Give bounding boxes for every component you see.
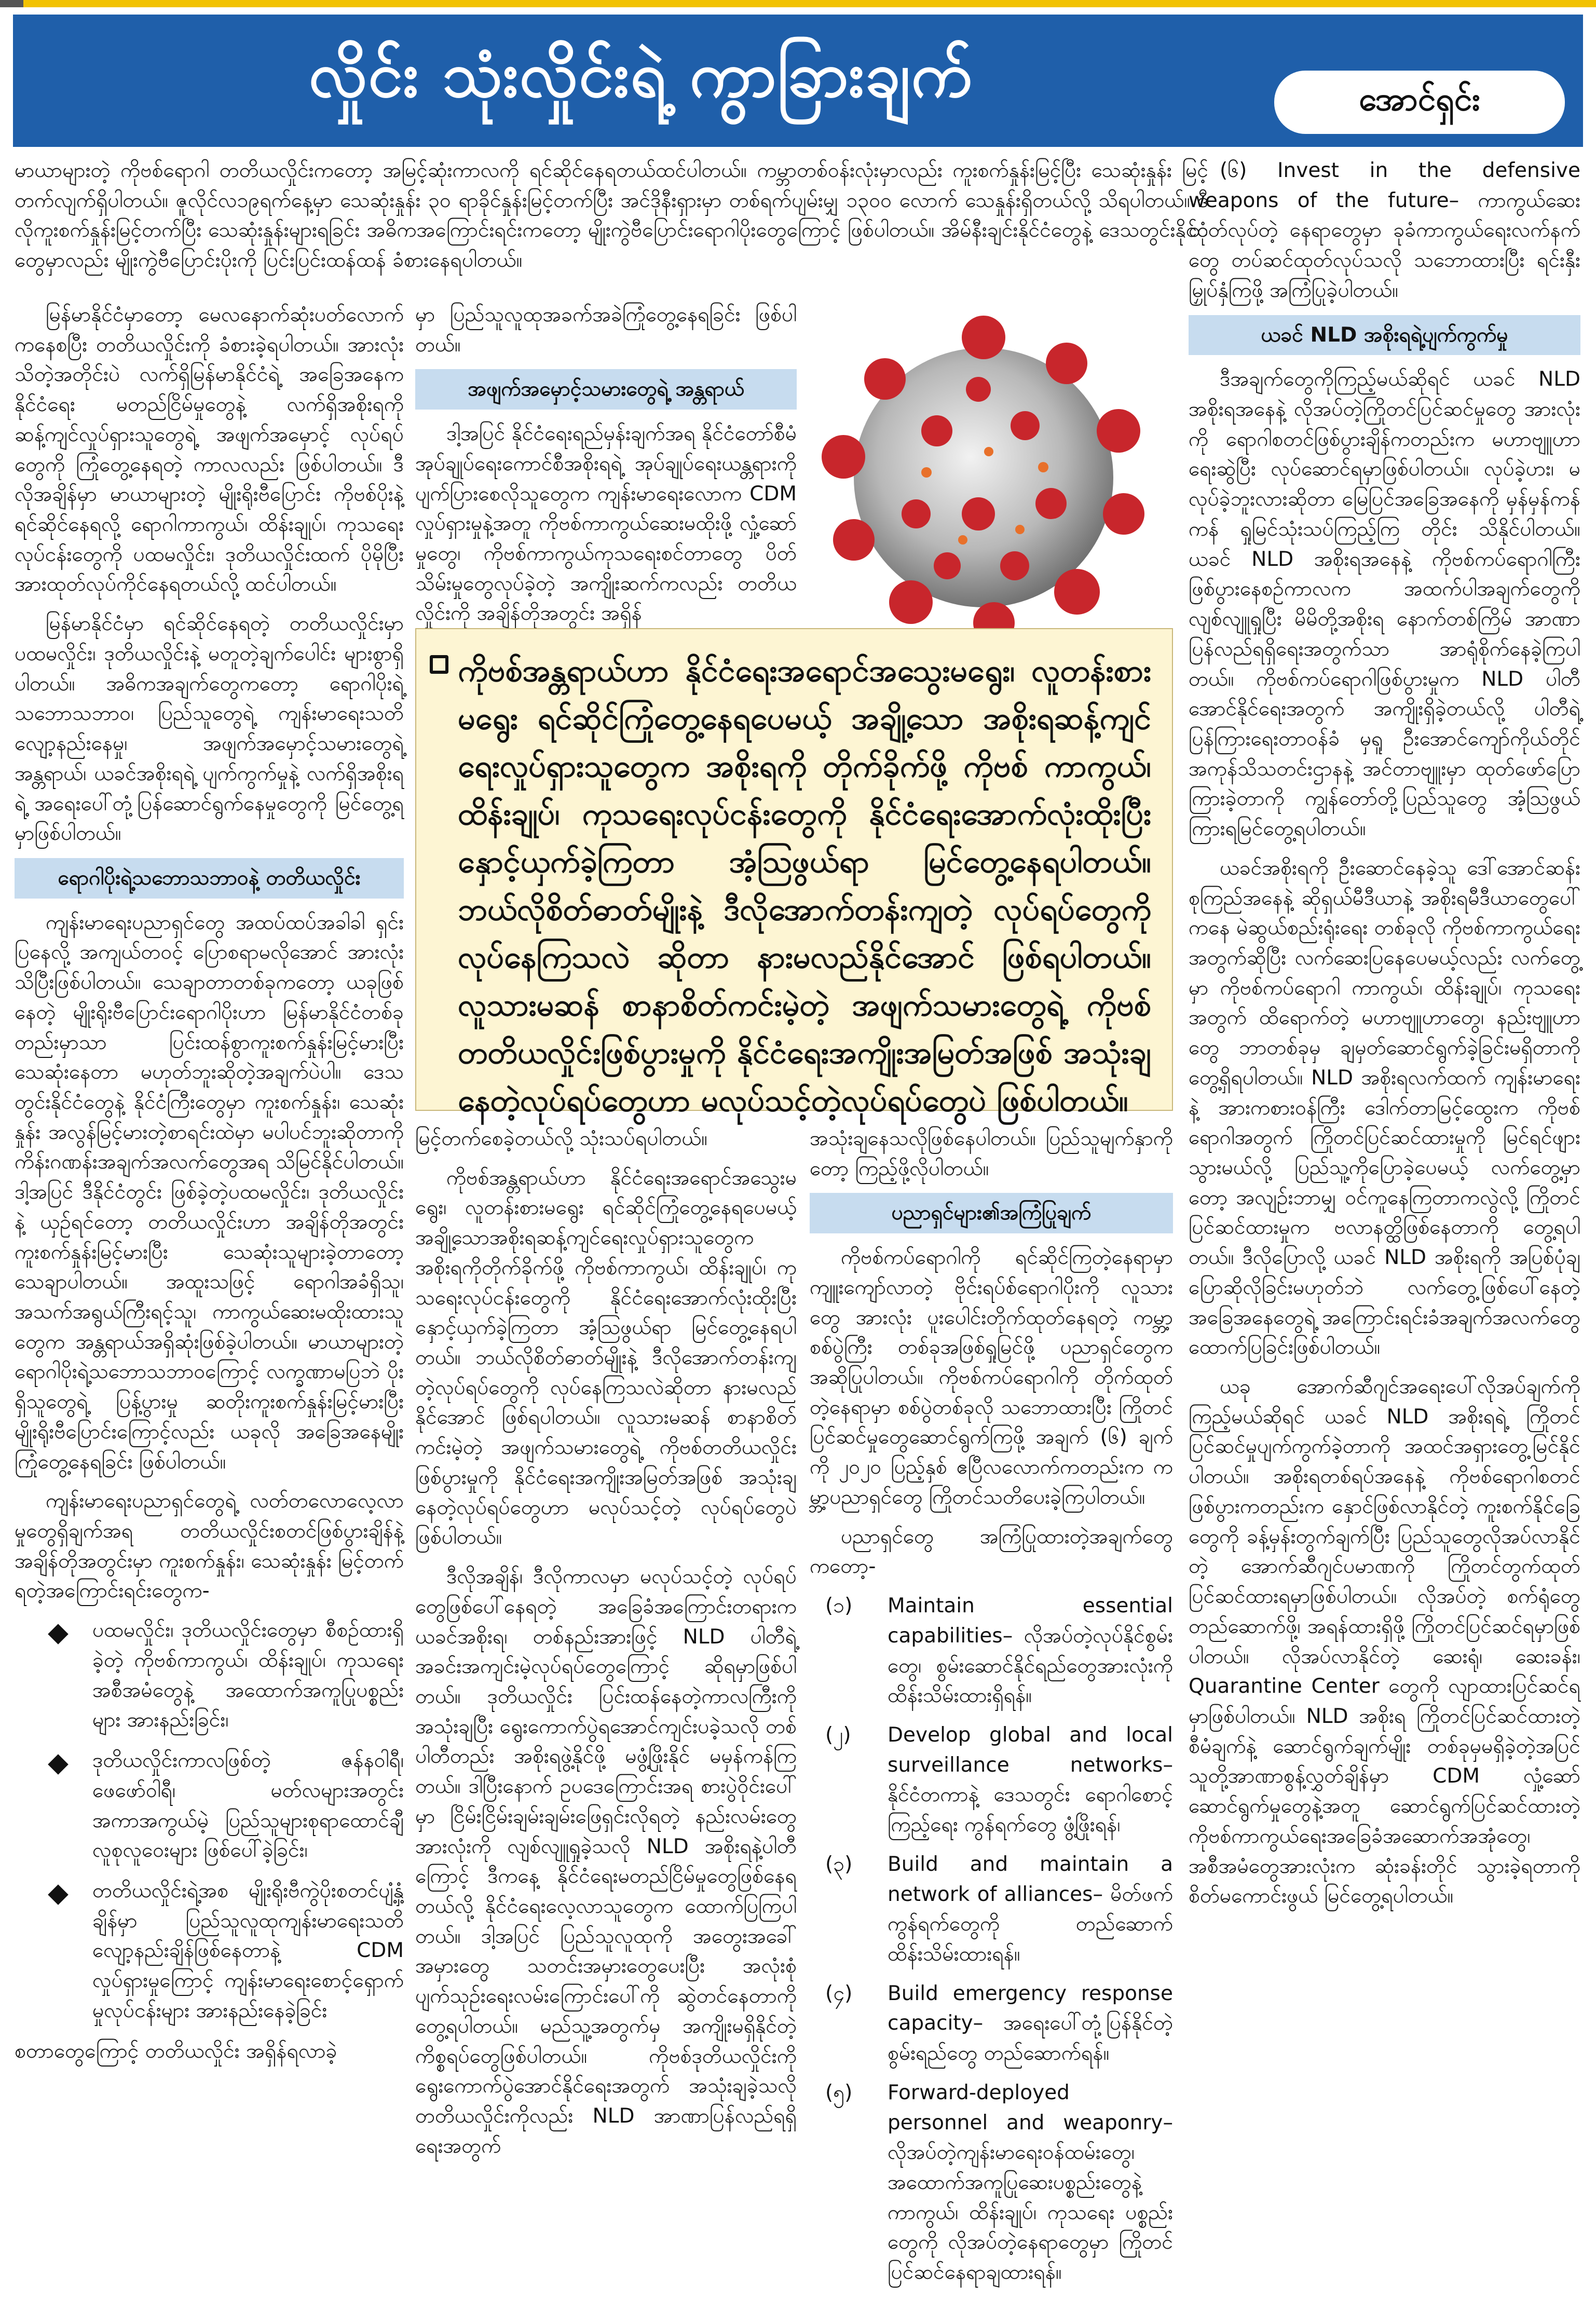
paragraph: ကိုဗစ်ကပ်ရောဂါကို ရင်ဆိုင်ကြတဲ့နေရာမှာ ကျူးကျော်လာတဲ့ ဗိုင်းရပ်စ်ရောဂါပိုးကို လူသားတွေ အားလုံး ပူးပေါင်းတိုက်ထုတ်နေရတဲ့ ကမ္ဘာ့စစ်ပွဲကြီး တစ်ခုအဖြစ်ရှုမြင်ဖို့ ပညာရှင်တွေက အဆိုပြုပါတယ်။ ကိုဗစ်ကပ်ရောဂါကို တိုက်ထုတ်တဲ့နေရာမှာ စစ်ပွဲတစ်ခုလို သဘောထားပြီး ကြိုတင်ပြင်ဆင်မှုတွေဆောင်ရွက်ကြဖို့ အချက် (၆) ချက်ကို ၂၀၂၀ ပြည့်နှစ် ဧပြီလလောက်ကတည်းက ကမ္ဘာ့ပညာရှင်တွေ ကြိုတင်သတိပေးခဲ့ကြပါတယ်။: [810, 1246, 1173, 1509]
paragraph: ဒါ့အပြင် နိုင်ငံရေးရည်မှန်းချက်အရ နိုင်ငံတော်စီမံအုပ်ချုပ်ရေးကောင်စီအစိုးရရဲ့ အုပ်ချုပ်ရေးယန္တရားကို ပျက်ပြားစေလိုသူတွေက ကျန်းမာရေးလောက CDM လှုပ်ရှားမှုနဲ့အတူ ကိုဗစ်ကာကွယ်ဆေးမထိုးဖို့ လှုံ့ဆော်မှုတွေ၊ ကိုဗစ်ကာကွယ်ကုသရေးစင်တာတွေ ပိတ်သိမ်းမှုတွေလုပ်ခဲ့တဲ့ အကျိုးဆက်ကလည်း တတိယလှိုင်းကို အချိန်တိုအတွင်း အရှိန်: [415, 422, 797, 626]
article-title: လှိုင်း သုံးလှိုင်းရဲ့ ကွာခြားချက်: [308, 39, 974, 111]
coronavirus-illustration: [807, 296, 1160, 659]
diamond-bullet-icon: [48, 1884, 69, 1905]
bullet-item: ပထမလှိုင်း၊ ဒုတိယလှိုင်းတွေမှာ စီစဉ်ထားရှိခဲ့တဲ့ ကိုဗစ်ကာကွယ်၊ ထိန်းချုပ်၊ ကုသရေးအစီအမံတွေနဲ့ အထောက်အကူပြုပစ္စည်းများ အားနည်းခြင်း၊: [15, 1615, 404, 1735]
paragraph: ဒီအချက်တွေကိုကြည့်မယ်ဆိုရင် ယခင် NLD အစိုးရအနေနဲ့ လိုအပ်တဲ့ကြိုတင်ပြင်ဆင်မှုတွေ အားလုံးကို ရောဂါစတင်ဖြစ်ပွားချိန်ကတည်းက မဟာဗျူဟာရေးဆွဲပြီး လုပ်ဆောင်ရမှာဖြစ်ပါတယ်။ လုပ်ခဲ့ပား၊ မလုပ်ခဲ့ဘူးလားဆိုတာ မြေပြင်အခြေအနေကို မှန်မှန်ကန်ကန် ရှုမြင်သုံးသပ်ကြည့်ကြ တိုင်း သိနိုင်ပါတယ်။ ယခင် NLD အစိုးရအနေနဲ့ ကိုဗစ်ကပ်ရောဂါကြီး ဖြစ်ပွားနေစဉ်ကာလက အထက်ပါအချက်တွေကို လျစ်လျူရှုပြီး မိမိတို့အစိုးရ နောက်တစ်ကြိမ် အာဏာပြန်လည်ရရှိရေးအတွက်သာ အာရုံစိုက်နေခဲ့ကြပါတယ်။ ကိုဗစ်ကပ်ရောဂါဖြစ်ပွားမှုက NLD ပါတီအောင်နိုင်ရေးအတွက် အကျိုးရှိခဲ့တယ်လို့ ပါတီရဲ့ပြန်ကြားရေးတာဝန်ခံ မှရူ ဦးအောင်ကျော်ကိုယ်တိုင် အကုန်သိသတင်းဌာနနဲ့ အင်တာဗျူးမှာ ထုတ်ဖော်ပြောကြားခဲ့တာကို ကျွန်တော်တို့ပြည်သူတွေ အံ့သြဖွယ်ကြားရမြင်တွေ့ရပါတယ်။: [1189, 368, 1580, 841]
numbered-item: (၅) Forward-deployed personnel and weaponry– လိုအပ်တဲ့ကျန်းမာရေးဝန်ထမ်းတွေ၊ အထောက်အကူပြုဆေးပစ္စည်းတွေနဲ့ ကာကွယ်၊ ထိန်းချုပ်၊ ကုသရေး ပစ္စည်းတွေကို လိုအပ်တဲ့နေရာတွေမှာ ကြိုတင်ပြင်ဆင်နေရာချထားရန်။: [825, 2081, 1173, 2285]
numbered-item: (၃) Build and maintain a network of alliances– မိတ်ဖက်ကွန်ရက်တွေကို တည်ဆောက်ထိန်းသိမ်းထားရန်။: [825, 1852, 1173, 1966]
paragraph: ယခင်အစိုးရကို ဦးဆောင်နေခဲ့သူ ဒေါ်အောင်ဆန်းစုကြည်အနေနဲ့ ဆိုရှယ်မီဒီယာနဲ့ အစိုးရမီဒီယာတွေပေါ်ကနေ မဲဆွယ်စည်းရုံးရေး တစ်ခုလို ကိုဗစ်ကာကွယ်ရေးအတွက်ဆိုပြီး လက်ဆေးပြနေပေမယ့်လည်း လက်တွေ့မှာ ကိုဗစ်ကပ်ရောဂါ ကာကွယ်၊ ထိန်းချုပ်၊ ကုသရေးအတွက် ထိရောက်တဲ့ မဟာဗျူဟာတွေ၊ နည်းဗျူဟာတွေ ဘာတစ်ခုမှ ချမှတ်ဆောင်ရွက်ခဲ့ခြင်းမရှိတာကို တွေ့ရှိရပါတယ်။ NLD အစိုးရလက်ထက် ကျန်းမာရေးနဲ့ အားကစားဝန်ကြီး ဒေါက်တာမြင့်ထွေးက ကိုဗစ်ရောဂါအတွက် ကြိုတင်ပြင်ဆင်ထားမှုကို မြင်ရင်ဖျားသွားမယ်လို့ ပြည်သူ့ကိုပြောခဲ့ပေမယ့် လက်တွေ့မှာတော့ အလျဉ်းဘာမျှ ဝင်ကူနေကြတာကလွဲလို့ ကြိုတင်ပြင်ဆင်ထားမှုက ဗလာနတ္ထိဖြစ်နေတာကို တွေ့ရပါတယ်။ ဒီလိုပြောလို့ ယခင် NLD အစိုးရကို အပြစ်ပုံချ ပြောဆိုလိုခြင်းမဟုတ်ဘဲ လက်တွေ့ဖြစ်ပေါ်နေတဲ့အခြေအနေတွေရဲ့ အကြောင်းရင်းခံအချက်အလက်တွေ ထောက်ပြခြင်းဖြစ်ပါတယ်။: [1189, 856, 1580, 1360]
numbered-item-6: (၆) Invest in the defensive weapons of the future– ကာကွယ်ဆေးထုတ်လုပ်တဲ့ နေရာတွေမှာ ခုခံကာကွယ်ရေးလက်နက်တွေ တပ်ဆင်ထုတ်လုပ်သလို သဘောထားပြီး ရင်းနှီးမြှုပ်နှံကြဖို့ အကြံပြုခဲ့ပါတယ်။: [1189, 159, 1580, 302]
pull-quote: ကိုဗစ်အန္တရာယ်ဟာ နိုင်ငံရေးအရောင်အသွေးမရွေး၊ လူတန်းစားမရွေး ရင်ဆိုင်ကြုံတွေ့နေရပေမယ့် အချို့သော အစိုးရဆန့်ကျင်ရေးလှုပ်ရှားသူတွေက အစိုးရကို တိုက်ခိုက်ဖို့ ကိုဗစ် ကာကွယ်၊ ထိန်းချုပ်၊ ကုသရေးလုပ်ငန်းတွေကို နိုင်ငံရေးအောက်လုံးထိုးပြီး နှောင့်ယှက်ခဲ့ကြတာ အံ့သြဖွယ်ရာ မြင်တွေ့နေရပါတယ်။ ဘယ်လိုစိတ်ဓာတ်မျိုးနဲ့ ဒီလိုအောက်တန်းကျတဲ့ လုပ်ရပ်တွေကို လုပ်နေကြသလဲ ဆိုတာ နားမလည်နိုင်အောင် ဖြစ်ရပါတယ်။ လူသားမဆန် စာနာစိတ်ကင်းမဲ့တဲ့ အဖျက်သမားတွေရဲ့ ကိုဗစ်တတိယလှိုင်းဖြစ်ပွားမှုကို နိုင်ငံရေးအကျိုးအမြတ်အဖြစ် အသုံးချနေတဲ့လုပ်ရပ်တွေဟာ မလုပ်သင့်တဲ့လုပ်ရပ်တွေပဲ ဖြစ်ပါတယ်။: [415, 628, 1173, 1111]
top-strip-marker: [0, 0, 23, 7]
column-3: [810, 1124, 1173, 2297]
paragraph: ကျန်းမာရေးပညာရှင်တွေရဲ့ လတ်တလောလေ့လာမှုတွေရှိချက်အရ တတိယလှိုင်းစတင်ဖြစ်ပွားချိန်နဲ့အချိန်တိုအတွင်းမှာ ကူးစက်နှုန်း၊ သေဆုံးနှုန်း မြင့်တက်ရတဲ့အကြောင်းရင်းတွေက-: [15, 1489, 404, 1603]
paragraph: မြန်မာနိုင်ငံမှာတော့ မေလနောက်ဆုံးပတ်လောက်ကနေစပြီး တတိယလှိုင်းကို ခံစားခဲ့ရပါတယ်။ အားလုံးသိတဲ့အတိုင်းပဲ လက်ရှိမြန်မာနိုင်ငံရဲ့ အခြေအနေက နိုင်ငံရေး မတည်ငြိမ်မှုတွေနဲ့ လက်ရှိအစိုးရကို ဆန့်ကျင်လှုပ်ရှားသူတွေရဲ့ အဖျက်အမှောင့် လုပ်ရပ်တွေကို ကြုံတွေ့နေရတဲ့ ကာလလည်း ဖြစ်ပါတယ်။ ဒီလိုအချိန်မှာ မာယာများတဲ့ မျိုးရိုးဗီပြောင်း ကိုဗစ်ပိုးနဲ့ ရင်ဆိုင်နေရလို့ ရောဂါကာကွယ်၊ ထိန်းချုပ်၊ ကုသရေးလုပ်ငန်းတွေကို ပထမလှိုင်း၊ ဒုတိယလှိုင်းထက် ပိုမိုပြီး အားထုတ်လုပ်ကိုင်နေရတယ်လို့ ထင်ပါတယ်။: [15, 303, 404, 596]
numbered-item: (၁) Maintain essential capabilities– လိုအပ်တဲ့လုပ်နိုင်စွမ်းတွေ၊ စွမ်းဆောင်နိုင်ရည်တွေအားလုံးကို ထိန်းသိမ်းထားရှိရန်။: [825, 1594, 1173, 1708]
paragraph: စတာတွေကြောင့် တတိယလှိုင်း အရှိန်ရလာခဲ့: [15, 2039, 337, 2063]
paragraph: မြန်မာနိုင်ငံမှာ ရင်ဆိုင်နေရတဲ့ တတိယလှိုင်းမှာ ပထမလှိုင်း၊ ဒုတိယလှိုင်းနဲ့ မတူတဲ့ချက်ပေါင်း များစွာရှိပါတယ်။ အဓိကအချက်တွေကတော့ ရောဂါပိုးရဲ့ သဘောသဘာဝ၊ ပြည်သူတွေရဲ့ ကျန်းမာရေးသတိလျော့နည်းနေမှု၊ အဖျက်အမှောင့်သမားတွေရဲ့ အန္တရာယ်၊ ယခင်အစိုးရရဲ့ ပျက်ကွက်မှုနဲ့ လက်ရှိအစိုးရရဲ့ အရေးပေါ်တုံ့ပြန်ဆောင်ရွက်နေမှုတွေကို မြင်တွေ့ရမှာဖြစ်ပါတယ်။: [15, 612, 404, 846]
column-2-lower: [415, 1124, 797, 2170]
author-badge: အောင်ရှင်း: [1274, 71, 1565, 134]
numbered-item: (၂) Develop global and local surveillance networks– နိုင်ငံတကာနဲ့ ဒေသတွင်း ရောဂါစောင့်ကြည့်ရေး ကွန်ရက်တွေ ဖွံ့ဖြိုးရန်၊: [825, 1723, 1173, 1837]
paragraph: မှာ ပြည်သူလူထုအခက်အခဲကြုံတွေ့နေရခြင်း ဖြစ်ပါတယ်။: [415, 303, 797, 357]
diamond-bullet-icon: [48, 1624, 69, 1644]
column-4: [1189, 156, 1580, 1921]
subheading: ယခင် NLD အစိုးရရဲ့ပျက်ကွက်မှု: [1189, 315, 1580, 356]
title-banner: [13, 15, 1583, 147]
column-1: [15, 300, 404, 2075]
paragraph: အသုံးချနေသလိုဖြစ်နေပါတယ်။ ပြည်သူမျက်နှာကိုတော့ ကြည့်ဖို့လိုပါတယ်။: [810, 1127, 1173, 1180]
paragraph: မြင့်တက်စေခဲ့တယ်လို့ သုံးသပ်ရပါတယ်။: [415, 1127, 708, 1150]
numbered-item: (၄) Build emergency response capacity– အရေးပေါ်တုံ့ပြန်နိုင်တဲ့ စွမ်းရည်တွေ တည်ဆောက်ရန်။: [825, 1981, 1173, 2065]
bullet-item: ဒုတိယလှိုင်းကာလဖြစ်တဲ့ ဇန်နဝါရီ၊ ဖေဖော်ဝါရီ၊ မတ်လများအတွင်း အကာအကွယ်မဲ့ ပြည်သူများစုရာထောင်ချီ လူစုလူဝေးများ ဖြစ်ပေါ်ခဲ့ခြင်း၊: [15, 1746, 404, 1866]
intro-section: [15, 156, 1208, 285]
coronavirus-icon: [807, 296, 1160, 659]
paragraph: ကျန်းမာရေးပညာရှင်တွေ အထပ်ထပ်အခါခါ ရှင်းပြနေလို့ အကျယ်တဝင့် ပြောစရာမလိုအောင် အားလုံးသိပြီးဖြစ်ပါတယ်။ သေချာတာတစ်ခုကတော့ ယခုဖြစ်နေတဲ့ မျိုးရိုးဗီပြောင်းရောဂါပိုးဟာ မြန်မာနိုင်ငံတစ်ခုတည်းမှာသာ ပြင်းထန်စွာကူးစက်နှုန်းမြင့်မားပြီး သေဆုံးနေတာ မဟုတ်ဘူးဆိုတဲ့အချက်ပဲပါ။ ဒေသတွင်းနိုင်ငံတွေနဲ့ နိုင်ငံကြီးတွေမှာ ကူးစက်နှုန်း၊ သေဆုံးနှုန်း အလွန်မြင့်မားတဲ့စာရင်းထဲမှာ မပါပင်ဘူးဆိုတာကို ကိန်းဂဏန်းအချက်အလက်တွေအရ သိမြင်နိုင်ပါတယ်။ ဒါ့အပြင် ဒီနိုင်ငံတွင်း ဖြစ်ခဲ့တဲ့ပထမလှိုင်း၊ ဒုတိယလှိုင်းနဲ့ ယှဉ်ရင်တော့ တတိယလှိုင်းဟာ အချိန်တိုအတွင်း ကူးစက်နှုန်းမြင့်မားပြီး သေဆုံးသူများခဲ့တာတော့ သေချာပါတယ်။ အထူးသဖြင့် ရောဂါအခံရှိသူ၊ အသက်အရွယ်ကြီးရင့်သူ၊ ကာကွယ်ဆေးမထိုးထားသူတွေက အန္တရာယ်အရှိဆုံးဖြစ်ခဲ့ပါတယ်။ မာယာများတဲ့ ရောဂါပိုးရဲ့သဘောသဘာဝကြောင့် လက္ခဏာမပြဘဲ ပိုးရှိသူတွေရဲ့ ပြန့်ပွားမှု ဆတိုးကူးစက်နှုန်းမြင့်မားပြီး မျိုးရိုးဗီပြောင်းကြောင့်လည်း ယခုလို အခြေအနေမျိုး ကြုံတွေ့နေရခြင်း ဖြစ်ပါတယ်။: [15, 910, 404, 1474]
top-color-strip: [0, 0, 1596, 7]
paragraph: ဒီလိုအချိန်၊ ဒီလိုကာလမှာ မလုပ်သင့်တဲ့ လုပ်ရပ်တွေဖြစ်ပေါ်နေရတဲ့ အခြေခံအကြောင်းတရားက ယခင်အစိုးရ၊ တစ်နည်းအားဖြင့် NLD ပါတီရဲ့ အခင်းအကျင်းမဲ့လုပ်ရပ်တွေကြောင့် ဆိုရမှာဖြစ်ပါတယ်။ ဒုတိယလှိုင်း ပြင်းထန်နေတဲ့ကာလကြီးကို အသုံးချပြီး ရွေးကောက်ပွဲရအောင်ကျင်းပခဲ့သလို တစ်ပါတီတည်း အစိုးရဖွဲ့နိုင်ဖို့ မဖွံ့ဖြိုးနိုင် မမှန်ကန်ကြတယ်။ ဒါပြီးနောက် ဥပဒေကြောင်းအရ စားပွဲဝိုင်းပေါ်မှာ ငြိမ်းငြိမ်းချမ်းချမ်းဖြေရှင်းလိုရတဲ့ နည်းလမ်းတွေအားလုံးကို လျစ်လျူရှုခဲ့သလို NLD အစိုးရနဲ့ပါတီကြောင့် ဒီကနေ့ နိုင်ငံရေးမတည်ငြိမ်မှုတွေဖြစ်နေရတယ်လို့ နိုင်ငံရေးလေ့လာသူတွေက ထောက်ပြကြပါတယ်။ ဒါ့အပြင် ပြည်သူလူထုကို အတွေးအခေါ်အမှားတွေ သတင်းအမှားတွေပေးပြီး အလုံးစုံပျက်သုဉ်းရေးလမ်းကြောင်းပေါ်ကို ဆွဲတင်နေတာကို တွေ့ရပါတယ်။ မည်သူ့အတွက်မှ အကျိုးမရှိနိုင်တဲ့ ကိစ္စရပ်တွေဖြစ်ပါတယ်။ ကိုဗစ်ဒုတိယလှိုင်းကို ရွေးကောက်ပွဲအောင်နိုင်ရေးအတွက် အသုံးချခဲ့သလို တတိယလှိုင်းကိုလည်း NLD အာဏာပြန်လည်ရရှိရေးအတွက်: [415, 1565, 797, 2158]
subheading: အဖျက်အမှောင့်သမားတွေရဲ့ အန္တရာယ်: [415, 369, 797, 410]
column-2-upper: [415, 300, 797, 638]
paragraph: ပညာရှင်တွေ အကြံပြုထားတဲ့အချက်တွေကတော့-: [810, 1525, 1173, 1579]
diamond-bullet-icon: [48, 1754, 69, 1775]
bullet-item: တတိယလှိုင်းရဲ့အစ မျိုးရိုးဗီကွဲပိုးစတင်ပျံ့နှံ့ချိန်မှာ ပြည်သူလူထုကျန်းမာရေးသတိ လျော့နည်းချိန်ဖြစ်နေတာနဲ့ CDM လှုပ်ရှားမှုကြောင့် ကျန်းမာရေးစောင့်ရှောက်မှုလုပ်ငန်းများ အားနည်းနေခဲ့ခြင်း: [15, 1876, 404, 2026]
checkbox-square-icon: [430, 655, 448, 674]
intro-paragraph: မာယာများတဲ့ ကိုဗစ်ရောဂါ တတိယလှိုင်းကတော့ အမြင့်ဆုံးကာလကို ရင်ဆိုင်နေရတယ်ထင်ပါတယ်။ ကမ္ဘာတစ်ဝန်းလုံးမှာလည်း ကူးစက်နှုန်းမြင့်ပြီး သေဆုံးနှုန်း မြင့်တက်လျက်ရှိပါတယ်။ ဇူလိုင်လ၁၉ရက်နေ့မှာ သေဆုံးနှုန်း ၃၀ ရာခိုင်နှုန်းမြင့်တက်ပြီး အင်ဒိုနီးရှားမှာ တစ်ရက်ပျမ်းမျှ ၁၃၀၀ လောက် သေနှုန်းရှိတယ်လို့ သိရပါတယ်။ ဒီလိုကူးစက်နှုန်းမြင့်တက်ပြီး သေဆုံးနှုန်းများရခြင်း အဓိကအကြောင်းရင်းကတော့ မျိုးကွဲဗီပြောင်းရောဂါပိုးတွေကြောင့် ဖြစ်ပါတယ်။ အိမ်နီးချင်းနိုင်ငံတွေနဲ့ ဒေသတွင်းနိုင်ငံတွေမှာလည်း မျိုးကွဲဗီပြောင်းပိုးကို ပြင်းပြင်းထန်ထန် ခံစားနေရပါတယ်။: [15, 159, 1208, 273]
paragraph: ယခု အောက်ဆီဂျင်အရေးပေါ်လိုအပ်ချက်ကိုကြည့်မယ်ဆိုရင် ယခင် NLD အစိုးရရဲ့ ကြိုတင်ပြင်ဆင်မှုပျက်ကွက်ခဲ့တာကို အထင်အရှားတွေ့မြင်နိုင်ပါတယ်။ အစိုးရတစ်ရပ်အနေနဲ့ ကိုဗစ်ရောဂါစတင်ဖြစ်ပွားကတည်းက နှောင်ဖြစ်လာနိုင်တဲ့ ကူးစက်နိုင်ခြေတွေကို ခန့်မှန်းတွက်ချက်ပြီး ပြည်သူတွေလိုအပ်လာနိုင်တဲ့ အောက်ဆီဂျင်ပမာဏကို ကြိုတင်တွက်ထုတ်ပြင်ဆင်ထားရမှာဖြစ်ပါတယ်။ လိုအပ်တဲ့ စက်ရုံတွေတည်ဆောက်ဖို့၊ အရန်ထားရှိဖို့ ကြိုတင်ပြင်ဆင်ရမှာဖြစ်ပါတယ်။ လိုအပ်လာနိုင်တဲ့ ဆေးရုံ၊ ဆေးခန်း၊ Quarantine Center တွေကို လျာထားပြင်ဆင်ရမှာဖြစ်ပါတယ်။ NLD အစိုးရ ကြိုတင်ပြင်ဆင်ထားတဲ့ စီမံချက်နဲ့ ဆောင်ရွက်ချက်မျိုး တစ်ခုမှမရှိခဲ့တဲ့အပြင် သူတို့အာဏာစွန့်လွှတ်ချိန်မှာ CDM လှုံ့ဆော်ဆောင်ရွက်မှုတွေနဲ့အတူ ဆောင်ရွက်ပြင်ဆင်ထားတဲ့ ကိုဗစ်ကာကွယ်ရေးအခြေခံအဆောက်အအုံတွေ၊ အစီအမံတွေအားလုံးက ဆုံးခန်းတိုင် သွားခဲ့ရတာကို စိတ်မကောင်းဖွယ် မြင်တွေ့ရပါတယ်။: [1189, 1375, 1580, 1908]
paragraph: ကိုဗစ်အန္တရာယ်ဟာ နိုင်ငံရေးအရောင်အသွေးမရွေး၊ လူတန်းစားမရွေး ရင်ဆိုင်ကြုံတွေ့နေရပေမယ့် အချို့သောအစိုးရဆန့်ကျင်ရေးလှုပ်ရှားသူတွေက အစိုးရကိုတိုက်ခိုက်ဖို့ ကိုဗစ်ကာကွယ်၊ ထိန်းချုပ်၊ ကုသရေးလုပ်ငန်းတွေကို နိုင်ငံရေးအောက်လုံးထိုးပြီး နှောင့်ယှက်ခဲ့ကြတာ အံ့သြဖွယ်ရာ မြင်တွေ့နေရပါတယ်။ ဘယ်လိုစိတ်ဓာတ်မျိုးနဲ့ ဒီလိုအောက်တန်းကျတဲ့လုပ်ရပ်တွေကို လုပ်နေကြသလဲဆိုတာ နားမလည်နိုင်အောင် ဖြစ်ရပါတယ်။ လူသားမဆန် စာနာစိတ်ကင်းမဲ့တဲ့ အဖျက်သမားတွေရဲ့ ကိုဗစ်တတိယလှိုင်းဖြစ်ပွားမှုကို နိုင်ငံရေးအကျိုးအမြတ်အဖြစ် အသုံးချနေတဲ့လုပ်ရပ်တွေဟာ မလုပ်သင့်တဲ့ လုပ်ရပ်တွေပဲ ဖြစ်ပါတယ်။: [415, 1166, 797, 1550]
subheading: ရောဂါပိုးရဲ့သဘောသဘာဝနဲ့ တတိယလှိုင်း: [15, 858, 404, 899]
subheading: ပညာရှင်များ၏အကြံပြုချက်: [810, 1193, 1173, 1233]
